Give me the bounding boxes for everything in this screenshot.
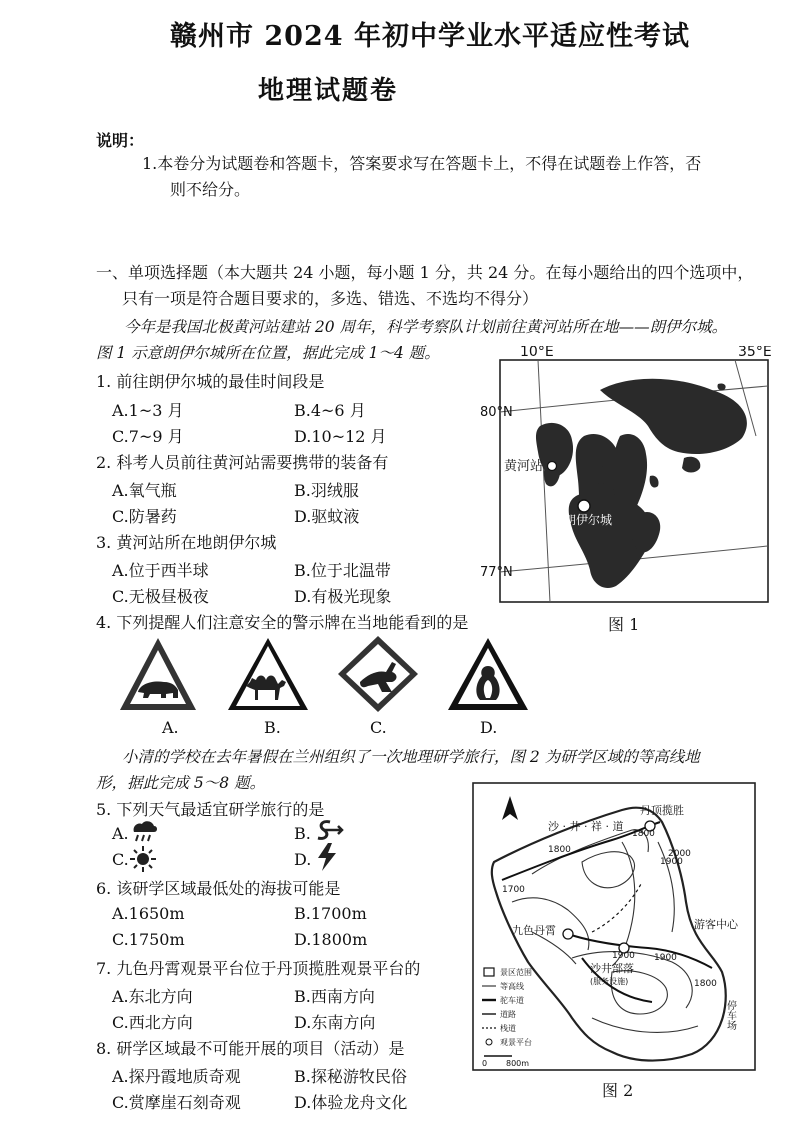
q6-option-d: D.1800m <box>294 930 368 949</box>
sunny-icon <box>130 846 156 872</box>
shajing-label: 沙井部落 <box>590 962 634 975</box>
q6-option-a: A.1650m <box>112 904 185 923</box>
contour-label: 1900 <box>660 857 683 867</box>
question-1-stem: 1. 前往朗伊尔城的最佳时间段是 <box>96 372 325 391</box>
legend-item: 栈道 <box>500 1024 516 1033</box>
question-8-stem: 8. 研学区域最不可能开展的项目（活动）是 <box>96 1039 405 1058</box>
polar-bear-icon <box>120 638 196 710</box>
q3-option-c: C.无极昼极夜 <box>112 587 209 606</box>
notes-label: 说明： <box>96 131 145 150</box>
legend-item: 观景平台 <box>500 1038 532 1047</box>
q1-option-a: A.1~3 月 <box>112 401 184 420</box>
q5-option-c: C. <box>112 850 129 869</box>
figure-1-map <box>480 346 780 636</box>
legend-item: 驼车道 <box>500 996 524 1005</box>
intro1-line2: 图 1 示意朗伊尔城所在位置，据此完成 1～4 题。 <box>96 344 440 362</box>
question-5-stem: 5. 下列天气最适宜研学旅行的是 <box>96 800 325 819</box>
question-4-stem: 4. 下列提醒人们注意安全的警示牌在当地能看到的是 <box>96 613 469 632</box>
exam-title: 赣州市 2024 年初中学业水平适应性考试 <box>170 21 690 52</box>
parking-label: 停车场 <box>724 1000 736 1030</box>
q4-option-a: A. <box>162 718 179 737</box>
q4-option-b: B. <box>264 718 281 737</box>
q3-option-d: D.有极光现象 <box>294 587 392 606</box>
city-marker <box>578 500 590 512</box>
latitude-77n-label: 77°N <box>480 565 513 580</box>
q4-option-c: C. <box>370 718 387 737</box>
contour-label: 1800 <box>548 845 571 855</box>
thunder-icon <box>316 842 338 872</box>
latitude-80n-label: 80°N <box>480 405 513 420</box>
q1-option-d: D.10~12 月 <box>294 427 387 446</box>
scale-start: 0 <box>482 1059 488 1068</box>
camel-icon <box>228 638 308 710</box>
river-label: 沙 · 井 · 祥 · 道 <box>548 820 624 833</box>
contour-label: 1800 <box>632 829 655 839</box>
figure-2-map <box>472 782 756 1072</box>
sandstorm-icon <box>310 818 344 844</box>
q2-option-d: D.驱蚊液 <box>294 507 360 526</box>
q5-option-b: B. <box>294 824 311 843</box>
contour-label: 1700 <box>502 885 525 895</box>
legend-item: 等高线 <box>500 982 524 991</box>
q5-option-d: D. <box>294 850 312 869</box>
longitude-35e-label: 35°E <box>738 346 772 360</box>
q4-option-d: D. <box>480 718 498 737</box>
rain-cloud-icon <box>130 818 158 844</box>
contour-label: 1900 <box>612 951 635 961</box>
penguin-icon <box>448 638 528 710</box>
q7-option-a: A.东北方向 <box>112 987 193 1006</box>
warning-signs <box>118 636 538 744</box>
longyearbyen-label: 朗伊尔城 <box>564 513 613 527</box>
notes-line2: 则不给分。 <box>170 180 251 199</box>
legend-item: 景区范围 <box>500 968 532 977</box>
jiuse-label: 九色丹霄 <box>512 924 556 937</box>
q7-option-d: D.东南方向 <box>294 1013 376 1032</box>
intro1-line1: 今年是我国北极黄河站建站 20 周年，科学考察队计划前往黄河站所在地——朗伊尔城。 <box>124 318 728 336</box>
q6-option-b: B.1700m <box>294 904 367 923</box>
question-6-stem: 6. 该研学区域最低处的海拔可能是 <box>96 879 341 898</box>
q2-option-a: A.氧气瓶 <box>112 481 177 500</box>
jiuse-platform-marker <box>563 929 573 939</box>
q8-option-d: D.体验龙舟文化 <box>294 1093 408 1112</box>
intro2-line1: 小清的学校在去年暑假在兰州组织了一次地理研学旅行，图 2 为研学区域的等高线地 <box>122 748 700 766</box>
q3-option-a: A.位于西半球 <box>112 561 209 580</box>
q8-option-b: B.探秘游牧民俗 <box>294 1067 407 1086</box>
danding-label: 丹顶揽胜 <box>640 804 684 817</box>
q5-option-a: A. <box>112 824 129 843</box>
q8-option-c: C.赏摩崖石刻奇观 <box>112 1093 241 1112</box>
q1-option-c: C.7~9 月 <box>112 427 184 446</box>
section1-heading-line2: 只有一项是符合题目要求的，多选、错选、不选均不得分） <box>122 289 539 308</box>
q1-option-b: B.4~6 月 <box>294 401 366 420</box>
intro2-line2: 形，据此完成 5～8 题。 <box>96 774 266 792</box>
q8-option-a: A.探丹霞地质奇观 <box>112 1067 241 1086</box>
figure-2-caption: 图 2 <box>602 1081 634 1100</box>
q6-option-c: C.1750m <box>112 930 185 949</box>
paper-subtitle: 地理试题卷 <box>258 76 399 106</box>
q7-option-b: B.西南方向 <box>294 987 375 1006</box>
question-3-stem: 3. 黄河站所在地朗伊尔城 <box>96 533 277 552</box>
figure-2 <box>472 782 756 1100</box>
q2-option-c: C.防暑药 <box>112 507 177 526</box>
figure-1-caption: 图 1 <box>608 615 640 634</box>
figure-1 <box>480 346 780 636</box>
contour-label: 1800 <box>694 979 717 989</box>
huanghe-station-label: 黄河站 <box>504 459 544 474</box>
longitude-10e-label: 10°E <box>520 346 554 360</box>
question-2-stem: 2. 科考人员前往黄河站需要携带的装备有 <box>96 453 389 472</box>
legend-item: 道路 <box>500 1010 516 1019</box>
scale-end: 800m <box>506 1059 530 1068</box>
section1-heading-line1: 一、单项选择题（本大题共 24 小题，每小题 1 分，共 24 分。在每小题给出的四个选项中， <box>96 263 754 282</box>
station-marker <box>548 462 557 471</box>
contour-label: 2000 <box>668 849 691 859</box>
contour-label: 1900 <box>654 953 677 963</box>
q7-option-c: C.西北方向 <box>112 1013 193 1032</box>
question-7-stem: 7. 九色丹霄观景平台位于丹顶揽胜观景平台的 <box>96 959 421 978</box>
notes-line1: 1.本卷分为试题卷和答题卡，答案要求写在答题卡上，不得在试题卷上作答，否 <box>142 154 702 173</box>
kangaroo-icon <box>338 636 418 712</box>
q2-option-b: B.羽绒服 <box>294 481 359 500</box>
q3-option-b: B.位于北温带 <box>294 561 391 580</box>
visitor-center-label: 游客中心 <box>694 918 738 931</box>
shajing-sub-label: (服务设施) <box>590 977 629 986</box>
